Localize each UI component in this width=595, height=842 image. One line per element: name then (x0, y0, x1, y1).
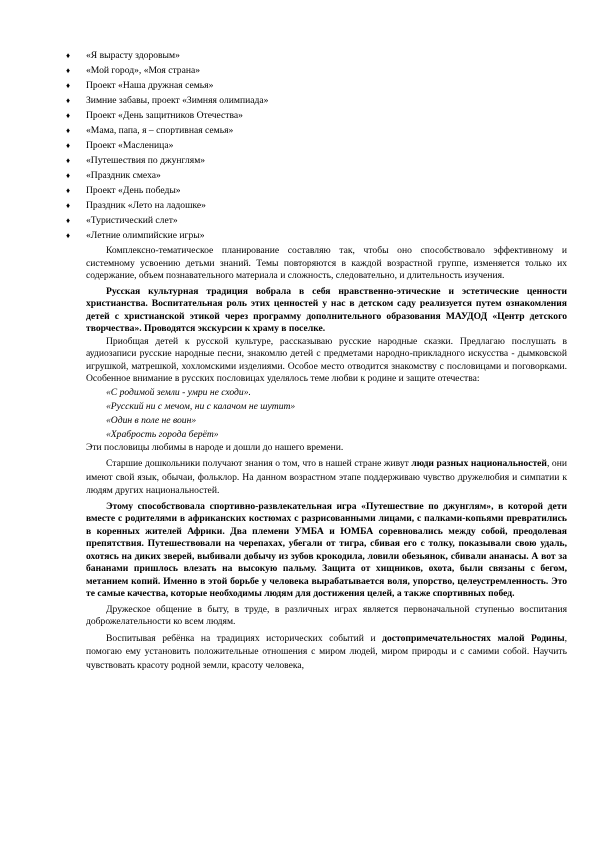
diamond-bullet-icon: ♦ (66, 171, 71, 180)
theme-list-item (66, 63, 567, 78)
text-part: Воспитывая ребёнка на традициях исторических событий и (106, 632, 383, 644)
proverb-item: «Русский ни с мечом, ни с калачом не шутит» (106, 400, 296, 412)
theme-list-item-label: Проект «Масленица» (86, 140, 174, 151)
diamond-bullet-icon: ♦ (66, 126, 71, 135)
diamond-bullet-icon: ♦ (66, 156, 71, 165)
proverb-list (86, 386, 567, 442)
proverb-item: «С родимой земли - умри не сходи». (106, 386, 251, 398)
diamond-bullet-icon: ♦ (66, 231, 71, 240)
proverb-item: «Храбрость города берёт» (106, 428, 219, 440)
theme-list-item (66, 153, 567, 168)
paragraph-planning: Комплексно-тематическое планирование составляю так, чтобы оно способствовало эффективному и системному усвоению детьми знаний. Темы повторяются в каждой возрастной группе, изменяется только их содержание, объем познавательного материала и сложность, следовательно, и длительность изучения. (86, 245, 567, 281)
diamond-bullet-icon: ♦ (66, 186, 71, 195)
diamond-bullet-icon: ♦ (66, 216, 71, 225)
theme-list-item-label: «Туристический слет» (86, 215, 178, 226)
theme-list-item (66, 168, 567, 183)
paragraph-proverbs-note: Эти пословицы любимы в народе и дошли до нашего времени. (86, 441, 344, 453)
theme-list-item-label: Проект «День защитников Отечества» (86, 110, 243, 121)
theme-list-item-label: «Праздник смеха» (86, 170, 161, 181)
theme-list (66, 48, 567, 243)
diamond-bullet-icon: ♦ (66, 141, 71, 150)
bold-phrase: достопримечательностях малой Родины (382, 632, 565, 644)
diamond-bullet-icon: ♦ (66, 111, 71, 120)
theme-list-item (66, 93, 567, 108)
theme-list-item (66, 108, 567, 123)
text-part: , помогаю ему установить положительные отношения с миром людей, миром природы и с самими собой. Научить чувствовать красоту родной земли, красоту человека, (86, 632, 567, 671)
theme-list-item (66, 48, 567, 63)
diamond-bullet-icon: ♦ (66, 66, 71, 75)
paragraph-culture: Приобщая детей к русской культуре, рассказываю русские народные сказки. Предлагаю послушать в аудиозаписи русские народные песни, знакомлю детей с предметами народно-прикладного искусства - дымковской игрушкой, матрешкой, хохломскими изделиями. Особое место отводится знакомству с пословицами и поговорками. Особенное внимание в русских пословицах уделялось теме любви к родине и защите отечества: (86, 335, 567, 384)
paragraph-friendly: Дружеское общение в быту, в труде, в различных играх является первоначальной ступенью воспитания доброжелательности ко всем людям. (86, 603, 567, 627)
text-part: Старшие дошкольники получают знания о том, что в нашей стране живут (106, 458, 412, 469)
theme-list-item-label: «Летние олимпийские игры» (86, 230, 205, 241)
diamond-bullet-icon: ♦ (66, 201, 71, 210)
theme-list-item-label: «Мама, папа, я – спортивная семья» (86, 125, 234, 136)
theme-list-item (66, 198, 567, 213)
diamond-bullet-icon: ♦ (66, 96, 71, 105)
theme-list-item (66, 138, 567, 153)
paragraph-homeland (86, 632, 567, 673)
theme-list-item (66, 213, 567, 228)
diamond-bullet-icon: ♦ (66, 51, 71, 60)
text-part: , они имеют свой язык, обычаи, фольклор. На данном возрастном этапе поддерживаю чувство дружелюбия и симпатии к людям других национальностей. (86, 458, 567, 496)
theme-list-item-label: Зимние забавы, проект «Зимняя олимпиада» (86, 95, 269, 106)
theme-list-item (66, 228, 567, 243)
theme-list-item (66, 78, 567, 93)
theme-list-item-label: «Путешествия по джунглям» (86, 155, 206, 166)
paragraph-tradition: Русская культурная традиция вобрала в себя нравственно-этические и эстетические ценности христианства. Воспитательная роль этих ценностей у нас в детском саду реализуется путем ознакомления детей с христианской этикой через программу дополнительного образования МАУДОД «Центр детского творчества». Проводятся экскурсии к храму в поселке. (86, 285, 567, 334)
theme-list-item (66, 123, 567, 138)
theme-list-item-label: Проект «Наша дружная семья» (86, 80, 214, 91)
bold-phrase: люди разных национальностей (411, 458, 547, 469)
theme-list-item-label: Проект «День победы» (86, 185, 181, 196)
paragraph-nationalities (86, 457, 567, 498)
theme-list-item-label: Праздник «Лето на ладошке» (86, 200, 206, 211)
theme-list-item (66, 183, 567, 198)
theme-list-item-label: «Мой город», «Моя страна» (86, 65, 201, 76)
proverb-item: «Один в поле не воин» (106, 414, 197, 426)
diamond-bullet-icon: ♦ (66, 81, 71, 90)
theme-list-item-label: «Я вырасту здоровым» (86, 50, 180, 61)
paragraph-jungle-game: Этому способствовала спортивно-развлекательная игра «Путешествие по джунглям», в которой дети вместе с родителями в африканских костюмах с разрисованными лицами, с палками-копьями превратились в коренных жителей Африки. Два племени УМБА и ЮМБА соревновались между собой, преодолевая препятствия. Путешествовали на черепахах, убегали от тигра, сбивая его с толку, показывали свою удаль, охотясь на диких зверей, выбивали добычу из зубов крокодила, ловили обезьянок, сбивали ананасы. А вот за бананами пришлось влезать на высокую пальму. Защита от хищников, охота, были связаны с бегом, метанием копий. Именно в этой борьбе у человека вырабатывается воля, упорство, целеустремленность. Это те самые качества, которые необходимы людям для достижения целей, а также спортивных побед. (86, 500, 567, 599)
